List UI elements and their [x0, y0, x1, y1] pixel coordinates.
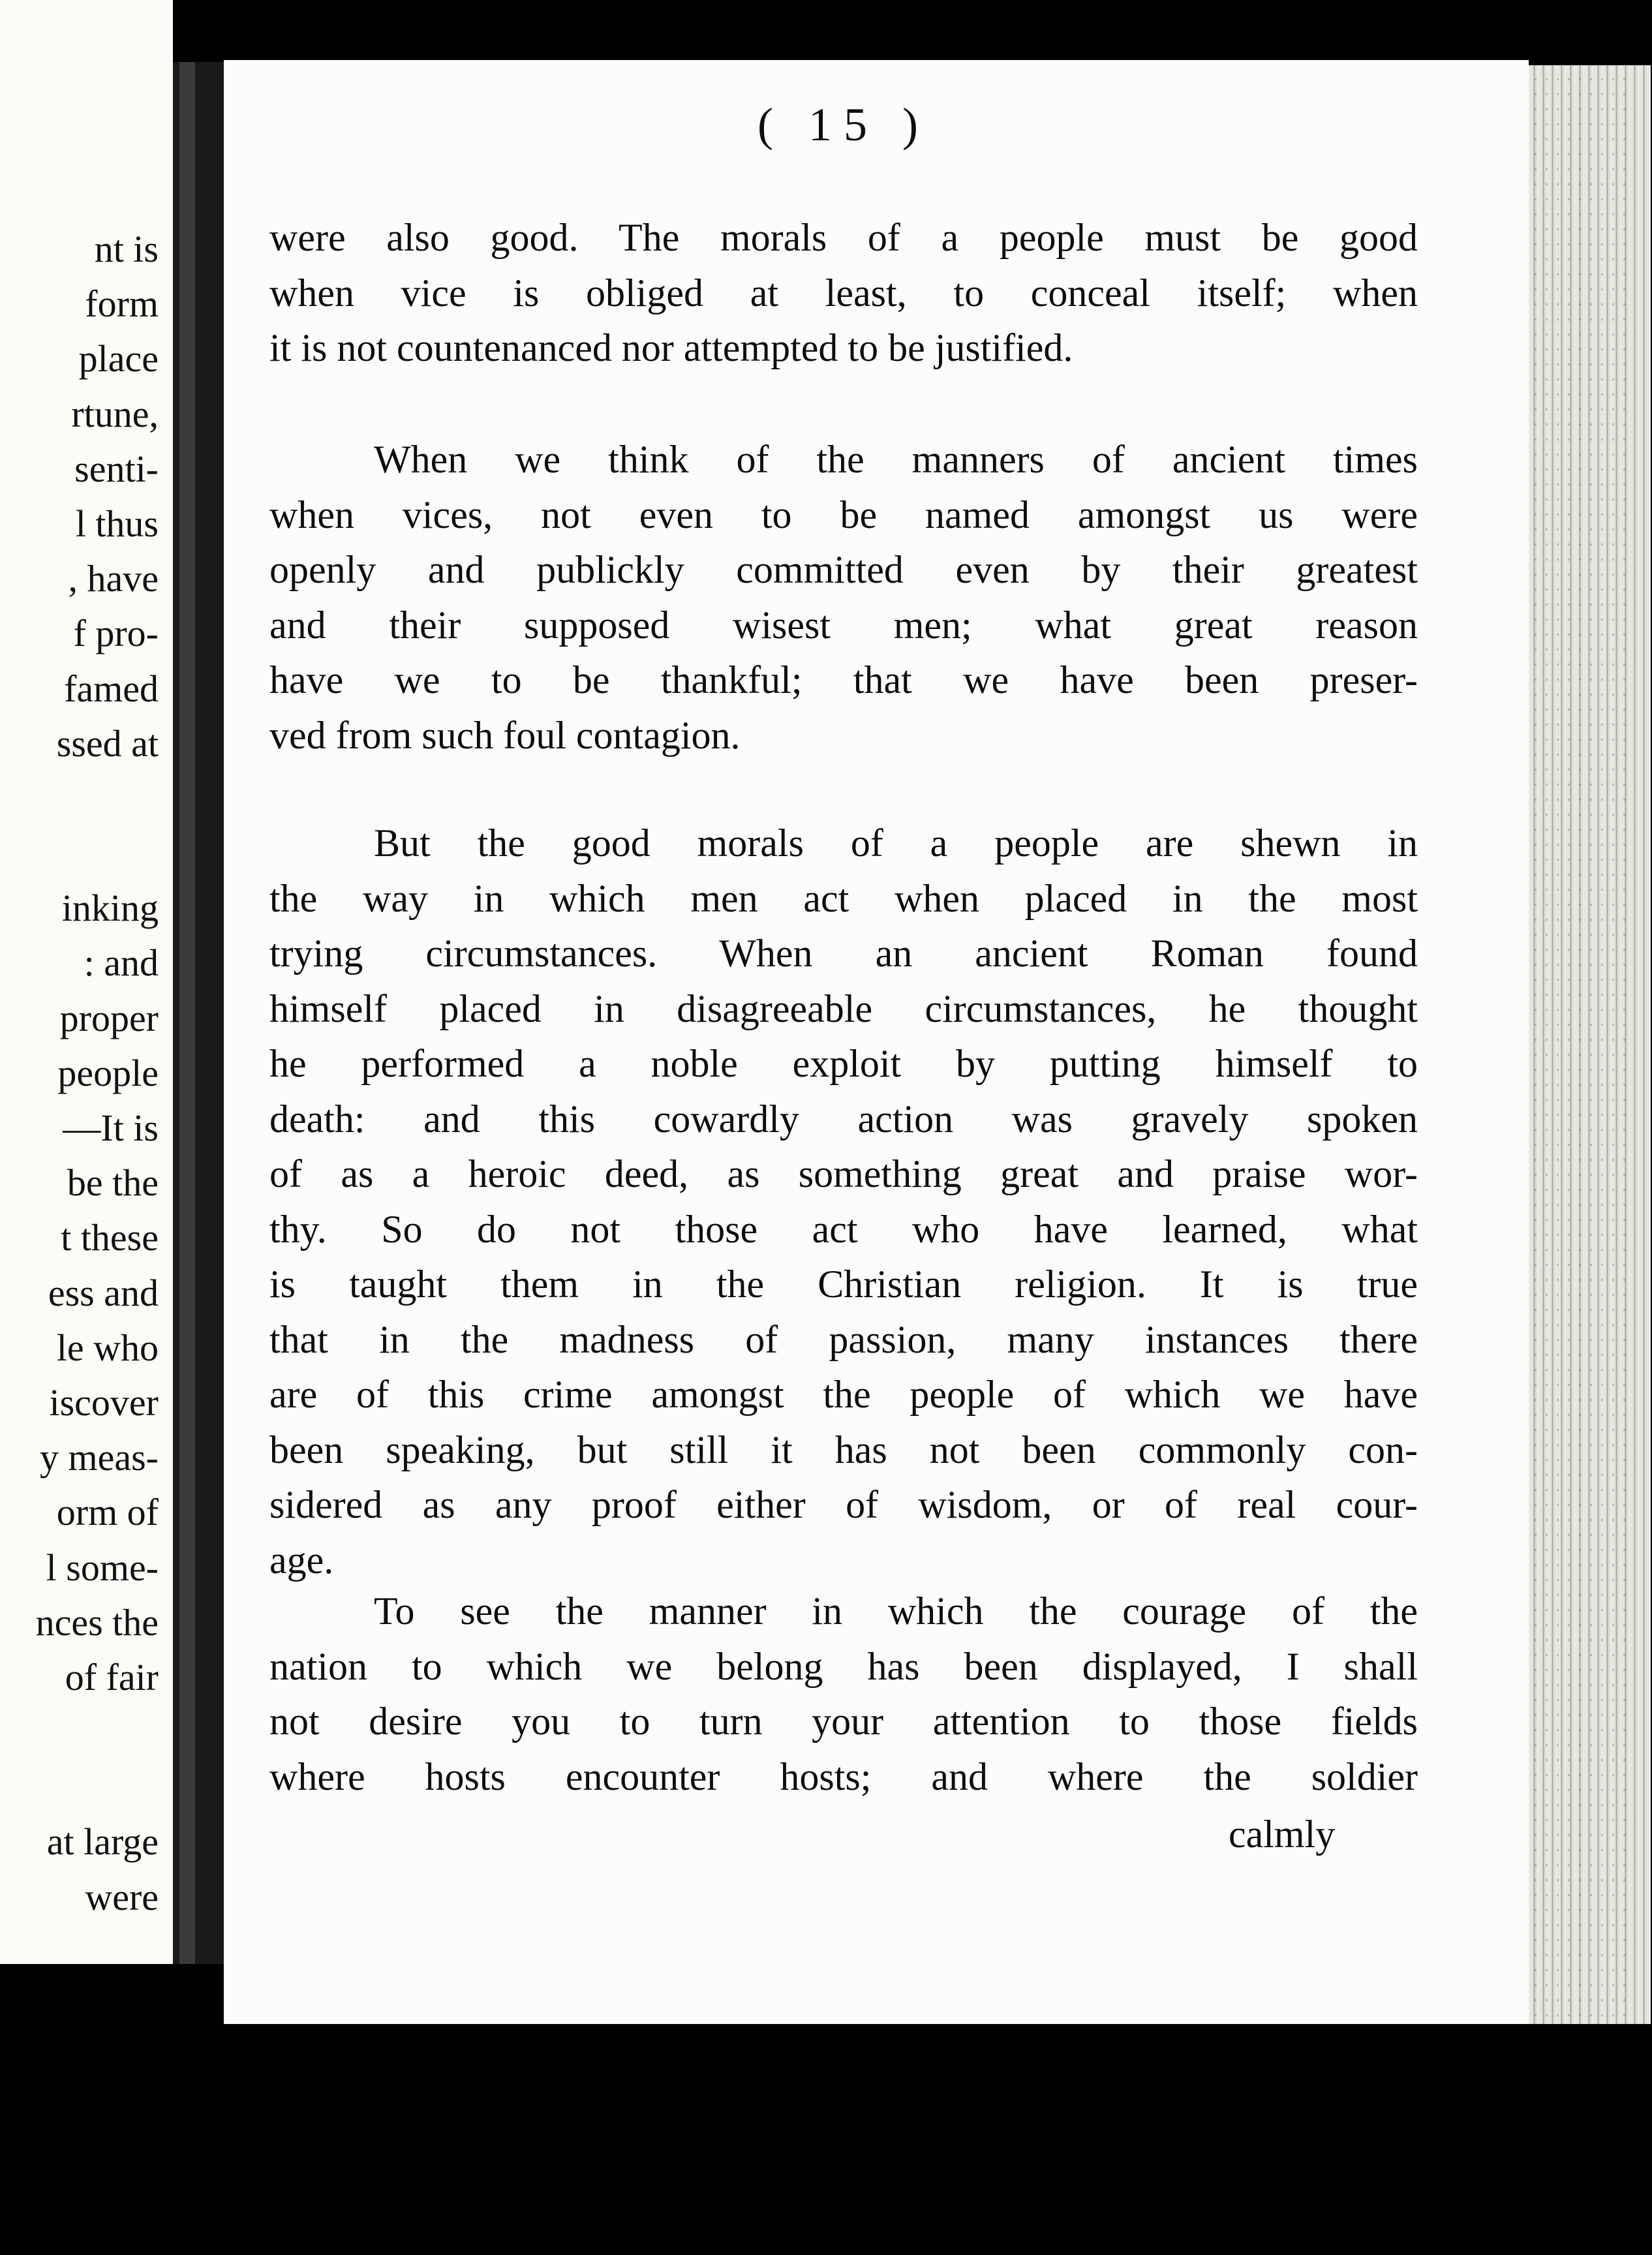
facing-page-line: le who	[56, 1326, 159, 1369]
facing-page-line: of fair	[65, 1655, 159, 1698]
text-line: were also good. The morals of a people must be good	[269, 216, 1418, 259]
text-line: it is not countenanced nor attempted to be justified.	[269, 326, 1073, 369]
paragraph-3	[269, 816, 1418, 1588]
facing-page-line: ess and	[48, 1271, 159, 1314]
facing-page-line	[36, 1705, 159, 1760]
text-line: To see the manner in which the courage of the	[374, 1589, 1418, 1633]
text-line: of as a heroic deed, as something great and praise wor-	[269, 1152, 1418, 1195]
facing-page-line	[36, 826, 159, 881]
paragraph-1	[269, 210, 1418, 376]
facing-page-text	[36, 222, 159, 1925]
text-line: death: and this cowardly action was gravely spoken	[269, 1097, 1418, 1141]
text-line: age.	[269, 1538, 334, 1582]
facing-page-line: l thus	[75, 502, 159, 545]
page-number: ( 15 )	[757, 99, 930, 151]
facing-page-line: orm of	[56, 1491, 159, 1534]
facing-page-line	[36, 1760, 159, 1815]
facing-page-line: : and	[84, 942, 159, 985]
text-line: and their supposed wisest men; what great reason	[269, 603, 1418, 647]
text-line: been speaking, but still it has not been commonly con-	[269, 1428, 1418, 1471]
text-line: himself placed in disagreeable circumstances, he thought	[269, 987, 1418, 1030]
facing-page-line: f pro-	[73, 612, 159, 655]
scan-background	[0, 2024, 1652, 2255]
facing-page-line: place	[78, 337, 159, 380]
text-line: when vices, not even to be named amongst us were	[269, 493, 1418, 536]
facing-page-line: ssed at	[56, 722, 159, 765]
facing-page-line: y meas-	[40, 1436, 159, 1479]
facing-page-line: people	[57, 1051, 159, 1094]
facing-page-line: iscover	[49, 1381, 159, 1424]
facing-page-line: famed	[64, 667, 159, 710]
text-line: the way in which men act when placed in the most	[269, 876, 1418, 920]
paragraph-2	[269, 432, 1418, 763]
page-edge-speckle	[1530, 72, 1634, 2023]
facing-page-line: —It is	[63, 1107, 159, 1149]
facing-page-line: nt is	[94, 228, 159, 270]
text-line: sidered as any proof either of wisdom, or of real cour-	[269, 1483, 1418, 1526]
facing-page-line: inking	[61, 887, 159, 930]
facing-page-line: at large	[46, 1820, 159, 1864]
facing-page-line: were	[85, 1875, 159, 1918]
text-line: that in the madness of passion, many instances there	[269, 1317, 1418, 1361]
book-page	[224, 60, 1529, 2024]
facing-page-line: be the	[67, 1161, 159, 1204]
facing-page-line: t these	[61, 1216, 159, 1259]
text-line: But the good morals of a people are shewn in	[374, 821, 1418, 865]
text-line: is taught them in the Christian religion. It is true	[269, 1263, 1418, 1306]
text-line: When we think of the manners of ancient times	[374, 438, 1418, 481]
facing-page-line: l some-	[46, 1546, 159, 1589]
text-line: trying circumstances. When an ancient Roman found	[269, 932, 1418, 975]
text-line: ved from such foul contagion.	[269, 713, 741, 757]
facing-page-line: , have	[68, 557, 159, 600]
facing-page-line	[36, 771, 159, 826]
facing-page-line: senti-	[74, 447, 159, 490]
text-line: openly and publickly committed even by their greatest	[269, 548, 1418, 591]
facing-page-line: rtune,	[71, 392, 159, 435]
facing-page-line: proper	[59, 996, 159, 1039]
facing-page-line: form	[85, 283, 159, 326]
catchword: calmly	[1229, 1813, 1336, 1856]
text-line: are of this crime amongst the people of which we have	[269, 1373, 1418, 1416]
facing-page-fragment	[0, 0, 173, 1964]
text-line: thy. So do not those act who have learned, what	[269, 1207, 1418, 1251]
text-line: where hosts encounter hosts; and where the soldier	[269, 1755, 1418, 1798]
paragraph-4	[269, 1584, 1418, 1804]
facing-page-line: nces the	[35, 1601, 159, 1644]
text-line: have we to be thankful; that we have been preser-	[269, 658, 1418, 701]
text-line: not desire you to turn your attention to those fields	[269, 1700, 1418, 1743]
text-line: he performed a noble exploit by putting himself to	[269, 1042, 1418, 1085]
gutter-shadow	[179, 62, 195, 1964]
text-line: when vice is obliged at least, to conceal itself; when	[269, 271, 1418, 314]
text-line: nation to which we belong has been displayed, I shall	[269, 1644, 1418, 1688]
